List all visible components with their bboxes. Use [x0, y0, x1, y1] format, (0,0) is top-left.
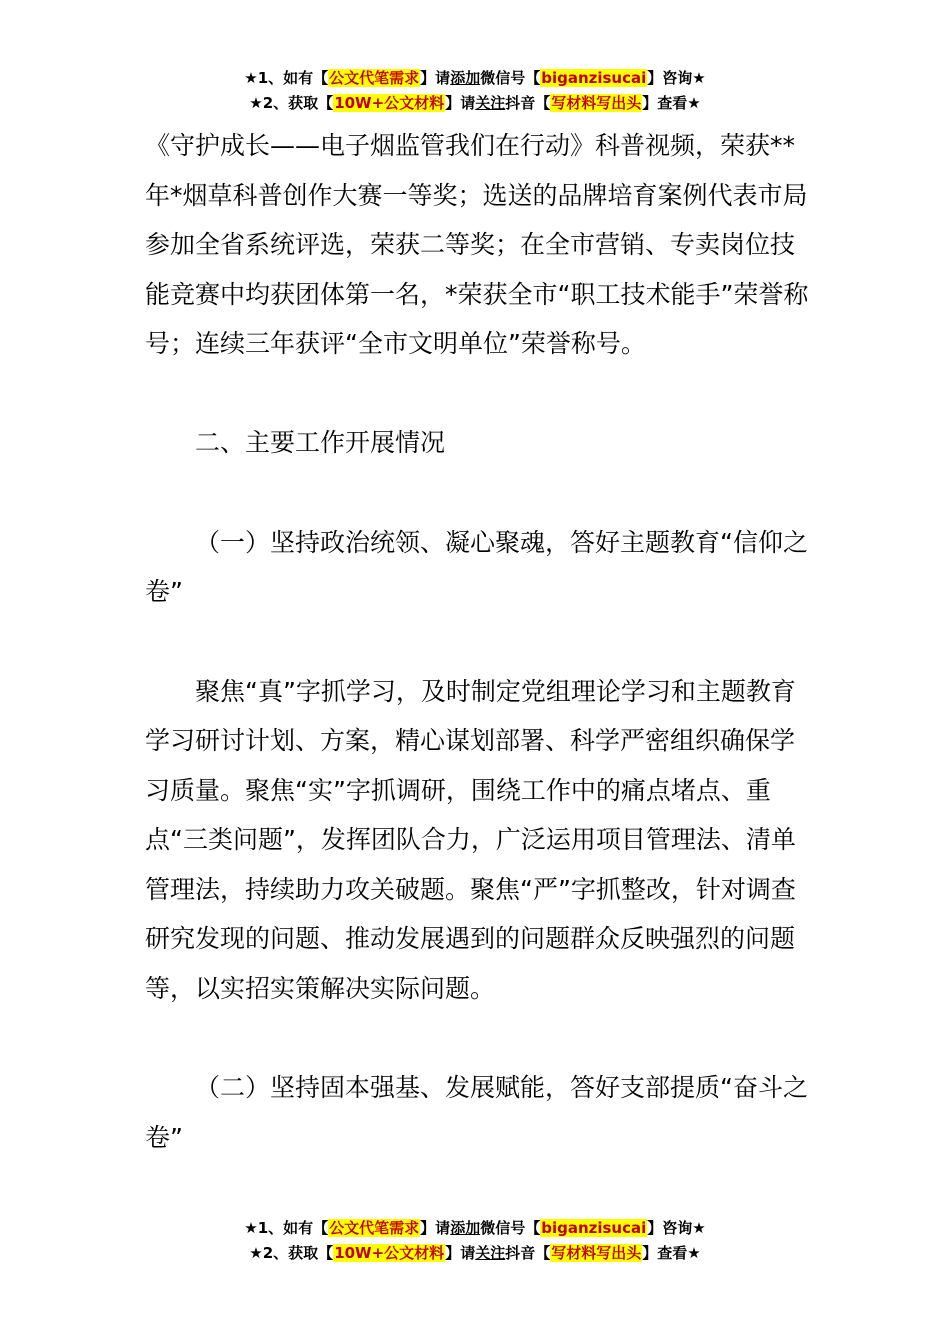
subsection-heading-2: （二）坚持固本强基、发展赋能，答好支部提质“奋斗之卷” [145, 1073, 808, 1152]
highlight-douyin-account: 写材料写出头 [551, 94, 642, 112]
highlight-materials: 10W+公文材料 [334, 1244, 445, 1262]
promo-banner-bottom [0, 1216, 950, 1266]
subsection-heading-1: （一）坚持政治统领、凝心聚魂，答好主题教育“信仰之卷” [145, 527, 808, 606]
promo-line-2: ★2、获取【10W+公文材料】请关注抖音【写材料写出头】查看★ [249, 1244, 701, 1262]
paragraph-achievements: 《守护成长——电子烟监管我们在行动》科普视频，荣获**年*烟草科普创作大赛一等奖；选送的品牌培育案例代表市局参加全省系统评选，荣获二等奖；在全市营销、专卖岗位技能竞赛中均获团体第一名，*荣获全市“职工技术能手”荣誉称号；连续三年获评“全市文明单位”荣誉称号。 [145, 131, 809, 358]
paragraph-study: 聚焦“真”字抓学习，及时制定党组理论学习和主题教育学习研讨计划、方案，精心谋划部署、科学严密组织确保学习质量。聚焦“实”字抓调研，围绕工作中的痛点堵点、重点“三类问题”，发挥团队合力，广泛运用项目管理法、清单管理法，持续助力攻关破题。聚焦“严”字抓整改，针对调查研究发现的问题、推动发展遇到的问题群众反映强烈的问题等，以实招实策解决实际问题。 [145, 676, 796, 1003]
highlight-douyin-account: 写材料写出头 [551, 1244, 642, 1262]
promo-line-1: ★1、如有【公文代笔需求】请添加微信号【biganzisucai】咨询★ [244, 1219, 706, 1237]
highlight-service: 公文代笔需求 [329, 1219, 420, 1237]
highlight-wechat-id: biganzisucai [541, 69, 647, 87]
promo-line-1: ★1、如有【公文代笔需求】请添加微信号【biganzisucai】咨询★ [244, 69, 706, 87]
highlight-service: 公文代笔需求 [329, 69, 420, 87]
promo-line-2: ★2、获取【10W+公文材料】请关注抖音【写材料写出头】查看★ [249, 94, 701, 112]
highlight-wechat-id: biganzisucai [541, 1219, 647, 1237]
section-heading: 二、主要工作开展情况 [195, 428, 446, 457]
highlight-materials: 10W+公文材料 [334, 94, 445, 112]
promo-banner-top [0, 66, 950, 116]
document-body [145, 121, 810, 1162]
